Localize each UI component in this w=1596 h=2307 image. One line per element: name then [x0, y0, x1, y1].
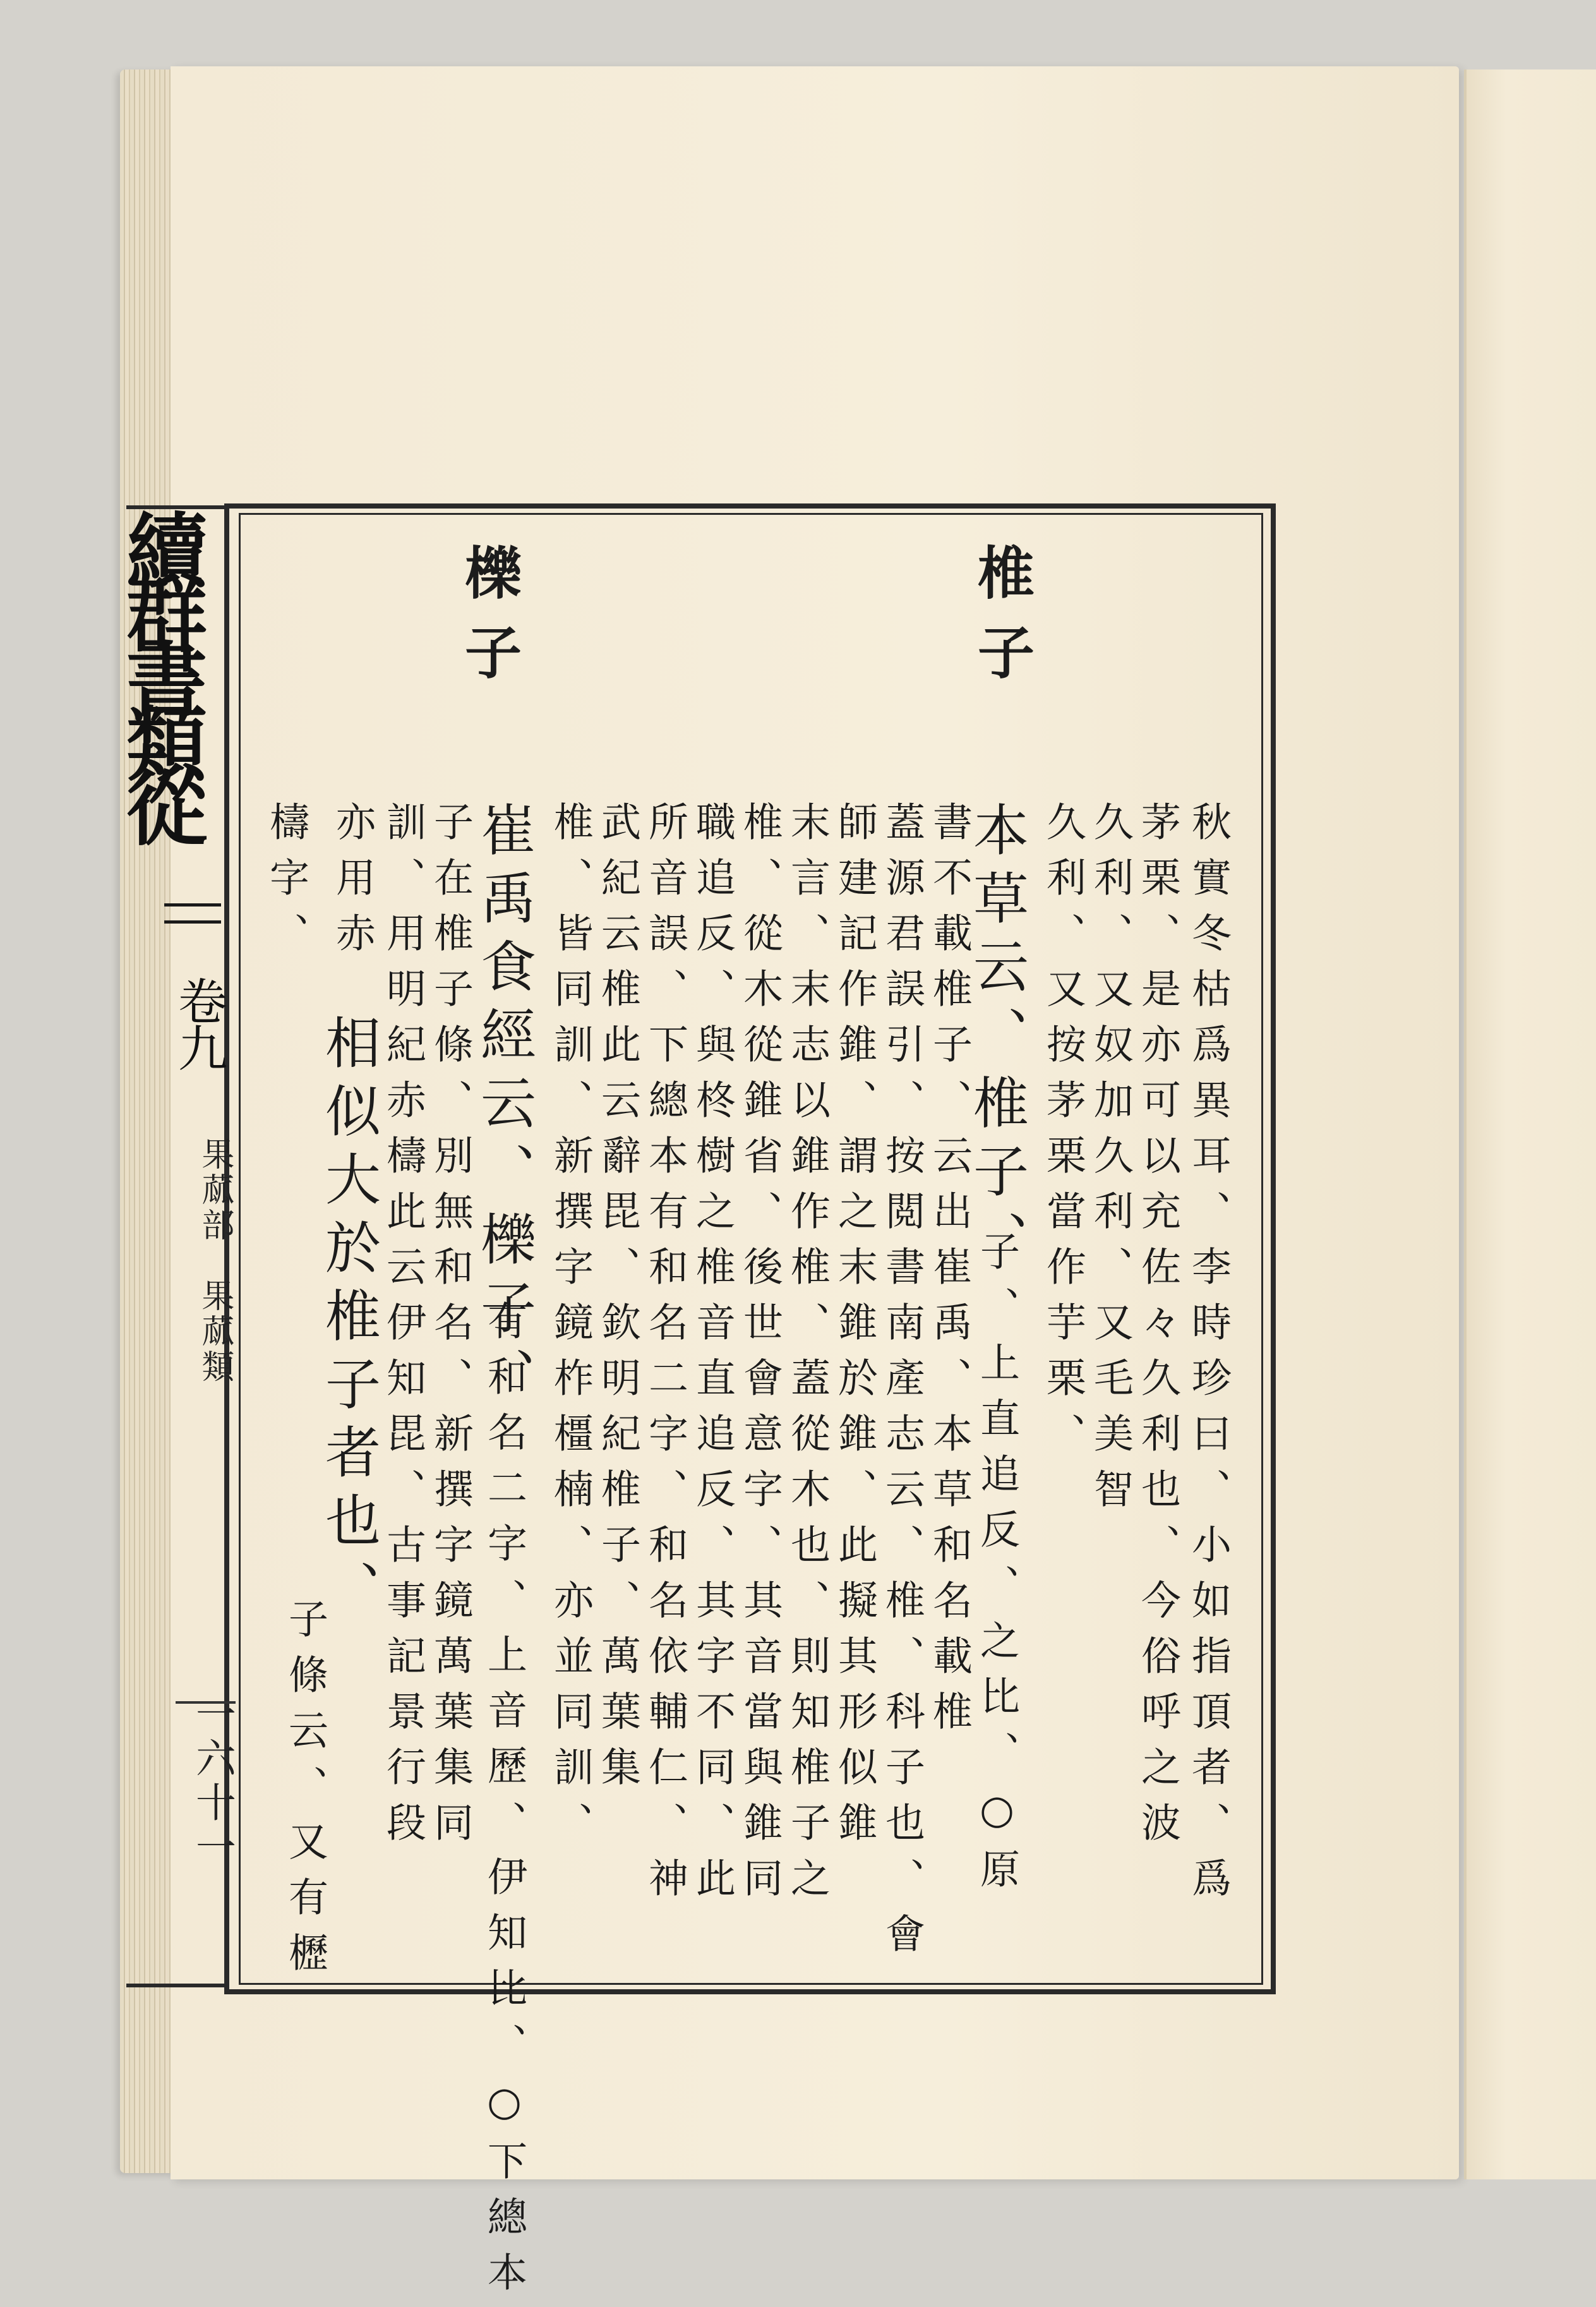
text-column: 所音誤、下總本有和名二字、和名依輔仁、神	[642, 801, 688, 1913]
entry-note-line: 有和名二字、上音歷、伊知比、○下總本	[481, 1300, 527, 2307]
text-column: 書不載椎子、云出崔禹、本草和名載椎	[927, 801, 973, 1746]
text-column: 武紀云椎此云辭毘、欽明紀椎子、萬葉集	[595, 801, 641, 1802]
title-separator	[164, 903, 221, 973]
text-column: 師建記作錐、謂之末錐於錐、此擬其形似錐	[832, 801, 878, 1857]
book-title: 續群書類從	[112, 509, 207, 831]
text-column: 茅栗、是亦可以充佐々久利也、今俗呼之波	[1135, 801, 1181, 1857]
text-column: 職追反、與柊樹之椎音直追反、其字不同、此	[690, 801, 736, 1913]
text-column: 檮字、	[263, 801, 309, 968]
page-edges	[120, 69, 177, 2173]
text-column: 子在椎子條、別無和名、新撰字鏡萬葉集同	[428, 801, 474, 1857]
text-column: 久利、又按茅栗當作芋栗、	[1040, 801, 1086, 1468]
text-column: 亦用赤	[330, 801, 376, 968]
text-column: 秋實冬枯爲異耳、李時珍曰、小如指頂者、爲	[1185, 801, 1232, 1913]
page-number: 一六十一	[189, 1693, 236, 1870]
text-column: 訓、用明紀赤檮此云伊知毘、古事記景行段	[380, 801, 426, 1857]
entry-main-line: 相似大於椎子者也、	[316, 1014, 381, 1628]
section-label: 果蓏部 果蓏類	[196, 1137, 234, 1385]
right-page-sliver	[1464, 69, 1596, 2179]
text-column: 久利、又奴加久利、又毛美智	[1088, 801, 1134, 1524]
entry-note-line: 子條云、又有櫪	[282, 1598, 328, 1987]
entry-note-line: 子、上直追反、之比、○原	[974, 1231, 1020, 1904]
volume-number: 卷九	[170, 976, 227, 1069]
headword-shiizi: 椎子	[968, 543, 1035, 702]
bottom-rule-extension	[126, 1984, 227, 1987]
text-column: 蓋源君誤引、按閲書南產志云、椎、科子也、會	[879, 801, 925, 1968]
entry-main-line: 崔禹食經云、櫟子、	[472, 801, 537, 1415]
entry-main-line: 本草云、椎子、	[964, 801, 1029, 1279]
text-column: 椎、從木從錐省、後世會意字、其音當與錐同	[737, 801, 783, 1913]
text-column: 末言、末志以錐作椎、蓋從木也、則知椎子之	[784, 801, 831, 1913]
headword-ichiizi: 櫟子	[455, 543, 522, 702]
text-column: 椎、皆同訓、新撰字鏡柞橿楠、亦並同訓、	[548, 801, 594, 1857]
